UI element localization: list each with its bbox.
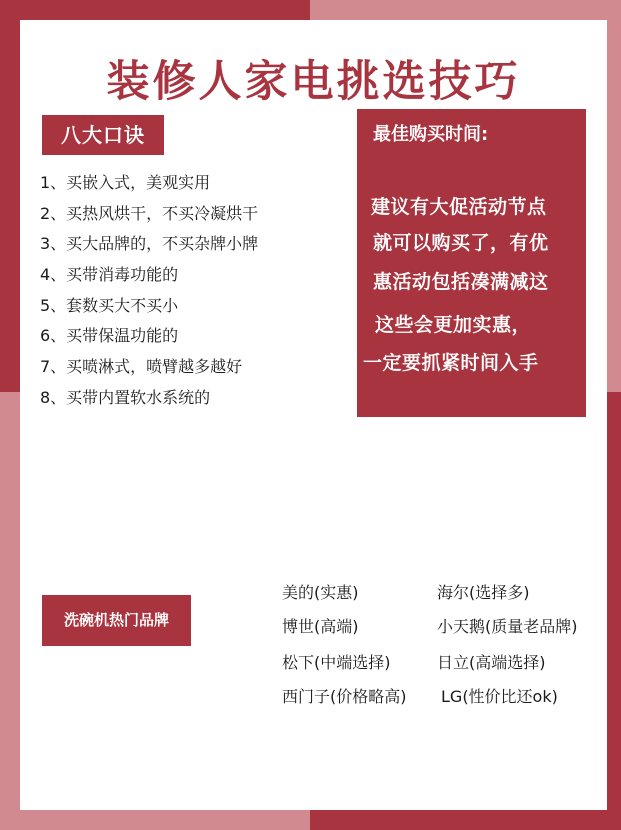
tips-list bbox=[40, 171, 258, 417]
buy-time-line: 这些会更加实惠， bbox=[375, 314, 532, 336]
list-item: 2、买热风烘干，不买冷凝烘干 bbox=[40, 203, 259, 223]
buy-time-panel bbox=[357, 109, 586, 417]
brands-heading: 洗碗机热门品牌 bbox=[42, 595, 191, 646]
brand-item: 海尔(选择多) bbox=[437, 583, 530, 602]
list-item: 1、买嵌入式，美观实用 bbox=[40, 173, 211, 192]
buy-time-line: 就可以购买了，有优 bbox=[373, 232, 549, 254]
brand-item: 西门子(价格略高) bbox=[282, 687, 407, 706]
tips-heading: 八大口诀 bbox=[42, 115, 164, 155]
content-card bbox=[20, 20, 607, 810]
page-title: 装修人家电挑选技巧 bbox=[106, 57, 521, 107]
list-item: 3、买大品牌的，不买杂牌小牌 bbox=[40, 234, 259, 254]
buy-time-line: 一定要抓紧时间入手 bbox=[363, 352, 539, 374]
list-item: 7、买喷淋式，喷臂越多越好 bbox=[40, 357, 243, 377]
buy-time-line: 惠活动包括凑满减这 bbox=[373, 271, 549, 293]
brand-item: LG(性价比还ok) bbox=[441, 687, 558, 706]
list-item: 4、买带消毒功能的 bbox=[40, 265, 179, 285]
buy-time-heading: 最佳购买时间: bbox=[373, 124, 489, 145]
buy-time-line: 建议有大促活动节点 bbox=[371, 196, 547, 218]
brand-item: 小天鹅(质量老品牌) bbox=[437, 617, 578, 636]
brand-item: 日立(高端选择) bbox=[437, 653, 546, 672]
list-item: 6、买带保温功能的 bbox=[40, 326, 179, 346]
brand-item: 松下(中端选择) bbox=[282, 653, 391, 672]
list-item: 8、买带内置软水系统的 bbox=[40, 387, 211, 407]
list-item: 5、套数买大不买小 bbox=[40, 295, 179, 315]
brand-item: 博世(高端) bbox=[282, 617, 359, 636]
brand-item: 美的(实惠) bbox=[282, 583, 359, 602]
